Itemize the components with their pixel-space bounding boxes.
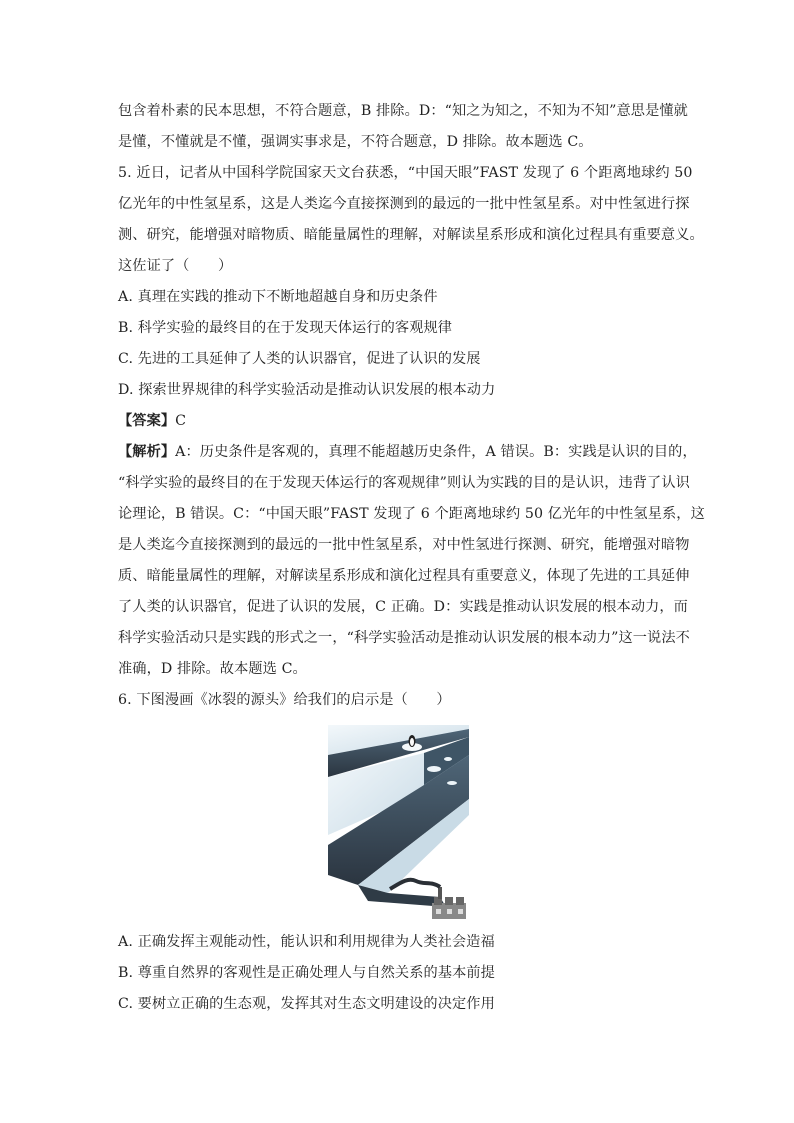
q5-stem-line: 亿光年的中性氢星系，这是人类迄今直接探测到的最远的一批中性氢星系。对中性氢进行探 (118, 196, 690, 212)
q5-analysis-line (118, 437, 697, 468)
q6-option-a: A. 正确发挥主观能动性，能认识和利用规律为人类社会造福 (118, 934, 495, 950)
q5-option-a: A. 真理在实践的推动下不断地超越自身和历史条件 (118, 289, 438, 305)
q5-analysis-line: 了人类的认识器官，促进了认识的发展，C 正确。D：实践是推动认识发展的根本动力，而 (118, 599, 688, 615)
q5-stem-line: 这佐证了（ ） (118, 258, 233, 274)
q5-analysis-line: 是人类迄今直接探测到的最远的一批中性氢星系，对中性氢进行探测、研究，能增强对暗物 (118, 537, 690, 553)
q5-analysis-line: 科学实验活动只是实践的形式之一，“科学实验活动是推动认识发展的根本动力”这一说法不 (118, 630, 690, 646)
ice-crack-factory-cartoon (328, 725, 469, 921)
q5-answer (118, 406, 684, 437)
q5-option-b: B. 科学实验的最终目的在于发现天体运行的客观规律 (118, 320, 453, 336)
q6-stem: 6. 下图漫画《冰裂的源头》给我们的启示是（ ） (118, 692, 451, 708)
cartoon-image (328, 725, 469, 921)
q5-analysis-line: 质、暗能量属性的理解，对解读星系形成和演化过程具有重要意义，体现了先进的工具延伸 (118, 568, 690, 584)
q5-option-d: D. 探索世界规律的科学实验活动是推动认识发展的根本动力 (118, 382, 496, 398)
analysis-label: 【解析】 (118, 444, 176, 460)
q5-analysis-line: 论理论，B 错误。C：“中国天眼”FAST 发现了 6 个距离地球约 50 亿光年的中性氢星系，这 (118, 506, 705, 522)
q5-option-c: C. 先进的工具延伸了人类的认识器官，促进了认识的发展 (118, 351, 481, 367)
q5-stem-line: 5. 近日，记者从中国科学院国家天文台获悉，“中国天眼”FAST 发现了 6 个距离地球约 50 (118, 165, 693, 181)
q5-stem-line: 测、研究，能增强对暗物质、暗能量属性的理解，对解读星系形成和演化过程具有重要意义。 (118, 227, 704, 243)
answer-value: C (175, 413, 187, 429)
prev-explanation-line: 是懂，不懂就是不懂，强调实事求是，不符合题意，D 排除。故本题选 C。 (118, 134, 593, 150)
analysis-text: A：历史条件是客观的，真理不能超越历史条件，A 错误。B：实践是认识的目的， (175, 444, 697, 460)
document-page (118, 96, 705, 1020)
prev-explanation-line: 包含着朴素的民本思想，不符合题意，B 排除。D：“知之为知之，不知为不知”意思是懂就 (118, 103, 688, 119)
answer-label: 【答案】 (118, 413, 176, 429)
q6-option-c: C. 要树立正确的生态观，发挥其对生态文明建设的决定作用 (118, 996, 495, 1012)
q5-analysis-line: “科学实验的最终目的在于发现天体运行的客观规律”则认为实践的目的是认识，违背了认识 (118, 475, 690, 491)
q6-option-b: B. 尊重自然界的客观性是正确处理人与自然关系的基本前提 (118, 965, 495, 981)
q5-analysis-line: 准确，D 排除。故本题选 C。 (118, 661, 307, 677)
